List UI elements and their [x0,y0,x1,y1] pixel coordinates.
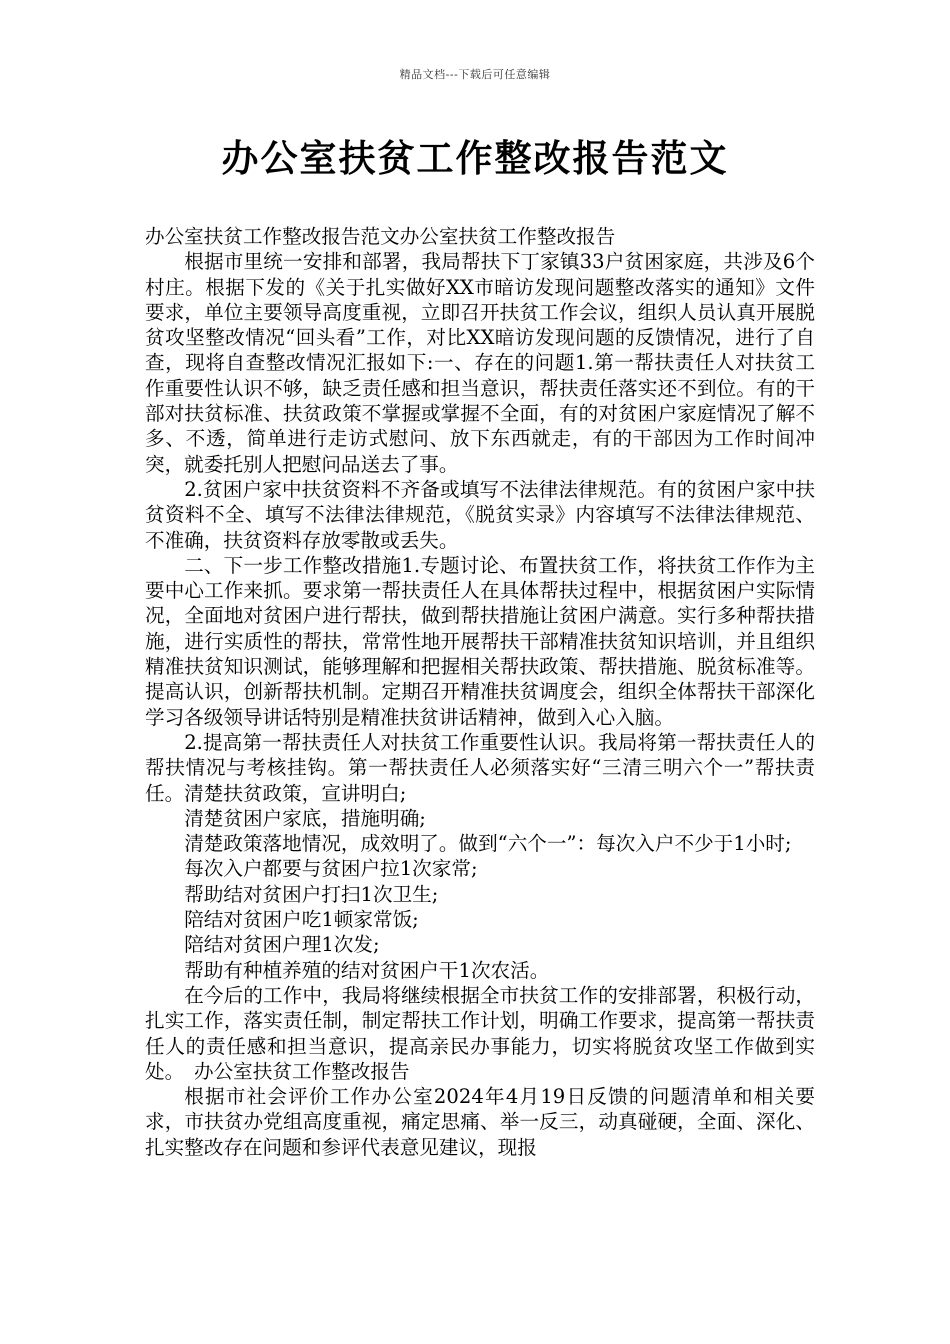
document-title: 办公室扶贫工作整改报告范文 [221,136,729,180]
paragraph-3: 二、下一步工作整改措施1.专题讨论、布置扶贫工作，将扶贫工作作为主要中心工作来抓。要求第一帮扶责任人在具体帮扶过程中，根据贫困户实际情况，全面地对贫困户进行帮扶，做到帮扶措施让贫困户满意。实行多种帮扶措施，进行实质性的帮扶，常常性地开展帮扶干部精准扶贫知识培训，并且组织精准扶贫知识测试，能够理解和把握相关帮扶政策、帮扶措施、脱贫标准等。提高认识，创新帮扶机制。定期召开精准扶贫调度会，组织全体帮扶干部深化学习各级领导讲话特别是精准扶贫讲话精神，做到入心入脑。 [145,553,815,729]
paragraph-8: 帮助结对贫困户打扫1次卫生; [184,882,439,906]
paragraph-13: 根据市社会评价工作办公室2024年4月19日反馈的问题清单和相关要求，市扶贫办党组高度重视，痛定思痛、举一反三，动真碰硬，全面、深化、扎实整改存在问题和参评代表意见建议，现报 [145,1085,815,1159]
paragraph-11: 帮助有种植养殖的结对贫困户干1次农活。 [184,958,550,982]
paragraph-5: 清楚贫困户家底，措施明确; [184,806,426,830]
paragraph-7: 每次入户都要与贫困户拉1次家常; [184,857,478,881]
paragraph-1: 根据市里统一安排和部署，我局帮扶下丁家镇33户贫困家庭，共涉及6个村庄。根据下发的《关于扎实做好XX市暗访发现问题整改落实的通知》文件要求，单位主要领导高度重视，立即召开扶贫工作会议，组织人员认真开展脱贫攻坚整改情况“回头看”工作，对比XX暗访发现问题的反馈情况，进行了自查，现将自查整改情况汇报如下:一、存在的问题1.第一帮扶责任人对扶贫工作重要性认识不够，缺乏责任感和担当意识，帮扶责任落实还不到位。有的干部对扶贫标准、扶贫政策不掌握或掌握不全面，有的对贫困户家庭情况了解不多、不透，简单进行走访式慰问、放下东西就走，有的干部因为工作时间冲突，就委托别人把慰问品送去了事。 [145,250,815,476]
paragraph-12: 在今后的工作中，我局将继续根据全市扶贫工作的安排部署，积极行动，扎实工作，落实责任制，制定帮扶工作计划，明确工作要求，提高第一帮扶责任人的责任感和担当意识，提高亲民办事能力，切实将脱贫攻坚工作做到实处。 办公室扶贫工作整改报告 [145,983,815,1083]
paragraph-9: 陪结对贫困户吃1顿家常饭; [184,908,419,932]
paragraph-6: 清楚政策落地情况，成效明了。做到“六个一”：每次入户不少于1小时; [184,832,792,856]
paragraph-2: 2.贫困户家中扶贫资料不齐备或填写不法律法律规范。有的贫困户家中扶贫资料不全、填写不法律法律规范，《脱贫实录》内容填写不法律法律规范、不准确，扶贫资料存放零散或丢失。 [145,477,815,552]
paragraph-10: 陪结对贫困户理1次发; [184,933,380,957]
paragraph-4: 2.提高第一帮扶责任人对扶贫工作重要性认识。我局将第一帮扶责任人的帮扶情况与考核挂钩。第一帮扶责任人必须落实好“三清三明六个一”帮扶责任。清楚扶贫政策，宣讲明白; [145,730,815,805]
document-body [145,224,815,1160]
paragraph-0: 办公室扶贫工作整改报告范文办公室扶贫工作整改报告 [145,225,616,248]
header-note: 精品文档---下载后可任意编辑 [399,68,551,81]
